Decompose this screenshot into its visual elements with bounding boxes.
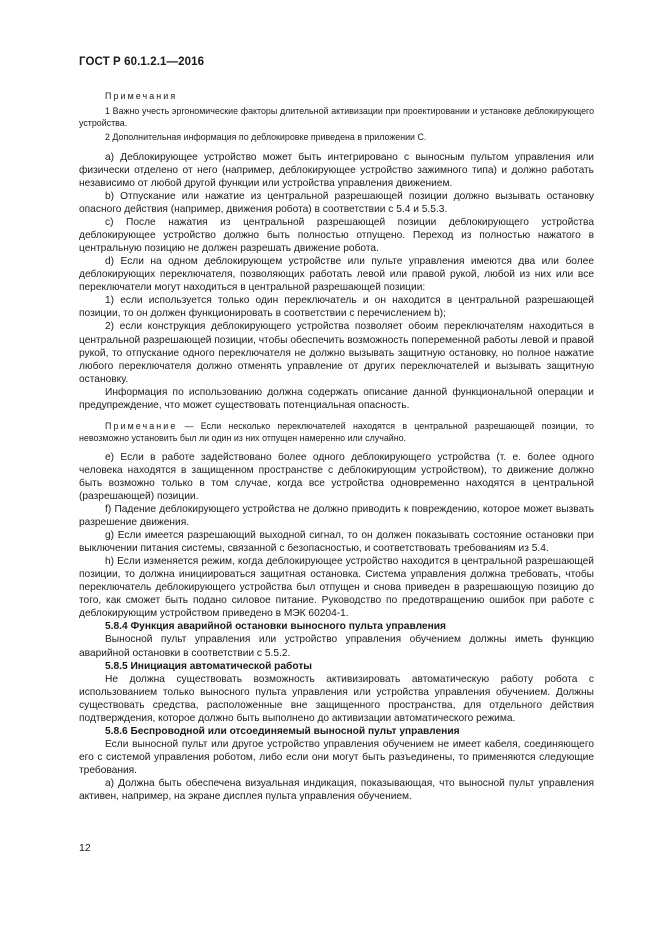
section-text-5-8-5: Не должна существовать возможность активизировать автоматическую работу робота с использованием только выносного пульта управления или устройства управления обучением. Должны существовать средства, расположенные вне защищенного пространства, для отдельного действия подтверждения, которое должно быть выполнено до активизации автоматического режима. bbox=[79, 673, 594, 724]
paragraph-b: b) Отпускание или нажатие из центральной разрешающей позиции должно вызывать остановку опасного действия (например, движения робота) в соответствии с 5.4 и 5.5.3. bbox=[79, 191, 594, 216]
paragraph-h: h) Если изменяется режим, когда деблокирующее устройство находится в центральной разрешающей позиции, то должна инициироваться защитная остановка. Система управления должна требовать, чтобы переключатель деблокирующего устройства был отпущен и снова приведен в разрешающую позицию до того, как сможет быть подано силовое питание. Руководство по предотвращению ошибок при работе с деблокирующим устройством приведено в МЭК 60204-1. bbox=[79, 556, 594, 620]
document-header: ГОСТ Р 60.1.2.1—2016 bbox=[79, 56, 205, 68]
page-number: 12 bbox=[79, 842, 91, 854]
notes-heading: Примечания bbox=[105, 91, 178, 101]
note-inline bbox=[79, 420, 594, 444]
section-heading-5-8-6: 5.8.6 Беспроводной или отсоединяемый выносной пульт управления bbox=[105, 725, 460, 737]
paragraph-c: c) После нажатия из центральной разрешающей позиции деблокирующего устройства деблокирующее устройство должно быть полностью отпущено. Переход из полностью нажатого в центральную позицию не должен разрешать движение робота. bbox=[79, 217, 594, 255]
section-heading-5-8-5: 5.8.5 Инициация автоматической работы bbox=[105, 660, 313, 672]
section-text-5-8-6-intro: Если выносной пульт или другое устройство управления обучением не имеет кабеля, соединяющего его с системой управления роботом, либо если они могут быть разъединены, то применяются следующие требования. bbox=[79, 738, 594, 776]
notes-top bbox=[79, 90, 594, 144]
note-item-1: 1 Важно учесть эргономические факторы длительной активизации при проектировании и установке деблокирующего устройства. bbox=[79, 105, 594, 129]
note-inline-text: — Если несколько переключателей находятся в центральной разрешающей позиции, то невозможно установить был ли один из них отпущен намеренно или случайно. bbox=[79, 420, 594, 443]
section-heading-5-8-4: 5.8.4 Функция аварийной остановки выносного пульта управления bbox=[105, 621, 446, 633]
paragraph-d-1: 1) если используется только один переключатель и он находится в центральной разрешающей позиции, то он должен функционировать в соответствии с перечислением b); bbox=[79, 295, 594, 320]
section-text-5-8-6-a: a) Должна быть обеспечена визуальная индикация, показывающая, что выносной пульт управления активен, например, на экране дисплея пульта управления обучением. bbox=[79, 777, 594, 803]
paragraph-info: Информация по использованию должна содержать описание данной функциональной операции и предупреждение, что может существовать потенциальная опасность. bbox=[79, 386, 594, 411]
paragraph-a: a) Деблокирующее устройство может быть интегрировано с выносным пультом управления или физически отделено от него (например, деблокирующее устройство зажимного типа) и должно работать независимо от любой другой функции или устройства управления движением. bbox=[79, 151, 594, 189]
page-body bbox=[79, 90, 594, 803]
paragraph-f: f) Падение деблокирующего устройства не должно приводить к повреждению, которое может вызвать разрешение движения. bbox=[79, 504, 594, 529]
paragraph-d: d) Если на одном деблокирующем устройстве или пульте управления имеются два или более деблокирующих переключателя, позволяющих работать левой или правой рукой, любой из них или все переключатели могут находиться в центральной разрешающей позиции: bbox=[79, 256, 594, 294]
section-text-5-8-4: Выносной пульт управления или устройство управления обучением должны иметь функцию аварийной остановки в соответствии с 5.5.2. bbox=[79, 634, 594, 659]
paragraph-g: g) Если имеется разрешающий выходной сигнал, то он должен показывать состояние остановки при выключении питания системы, связанной с безопасностью, и соответствовать требованиям из 5.4. bbox=[79, 530, 594, 555]
paragraph-e: e) Если в работе задействовано более одного деблокирующего устройства (т. е. более одного человека находятся в защищенном пространстве с деблокирующим устройством), то движение должно быть возможно только в том случае, когда все устройства одновременно находятся в центральной (разрешающей) позиции. bbox=[79, 451, 594, 502]
note-inline-label: Примечание bbox=[105, 420, 178, 431]
paragraph-d-2: 2) если конструкция деблокирующего устройства позволяет обоим переключателям находиться в центральной разрешающей позиции, чтобы обеспечить возможность попеременной работы левой и правой рукой, то отпускание одного переключателя не должно вызывать защитную остановку, но полное нажатие любого переключателя должно отменять управление от других переключателей и вызывать защитную остановку. bbox=[79, 321, 594, 385]
note-item-2: 2 Дополнительная информация по деблокировке приведена в приложении С. bbox=[105, 132, 427, 143]
